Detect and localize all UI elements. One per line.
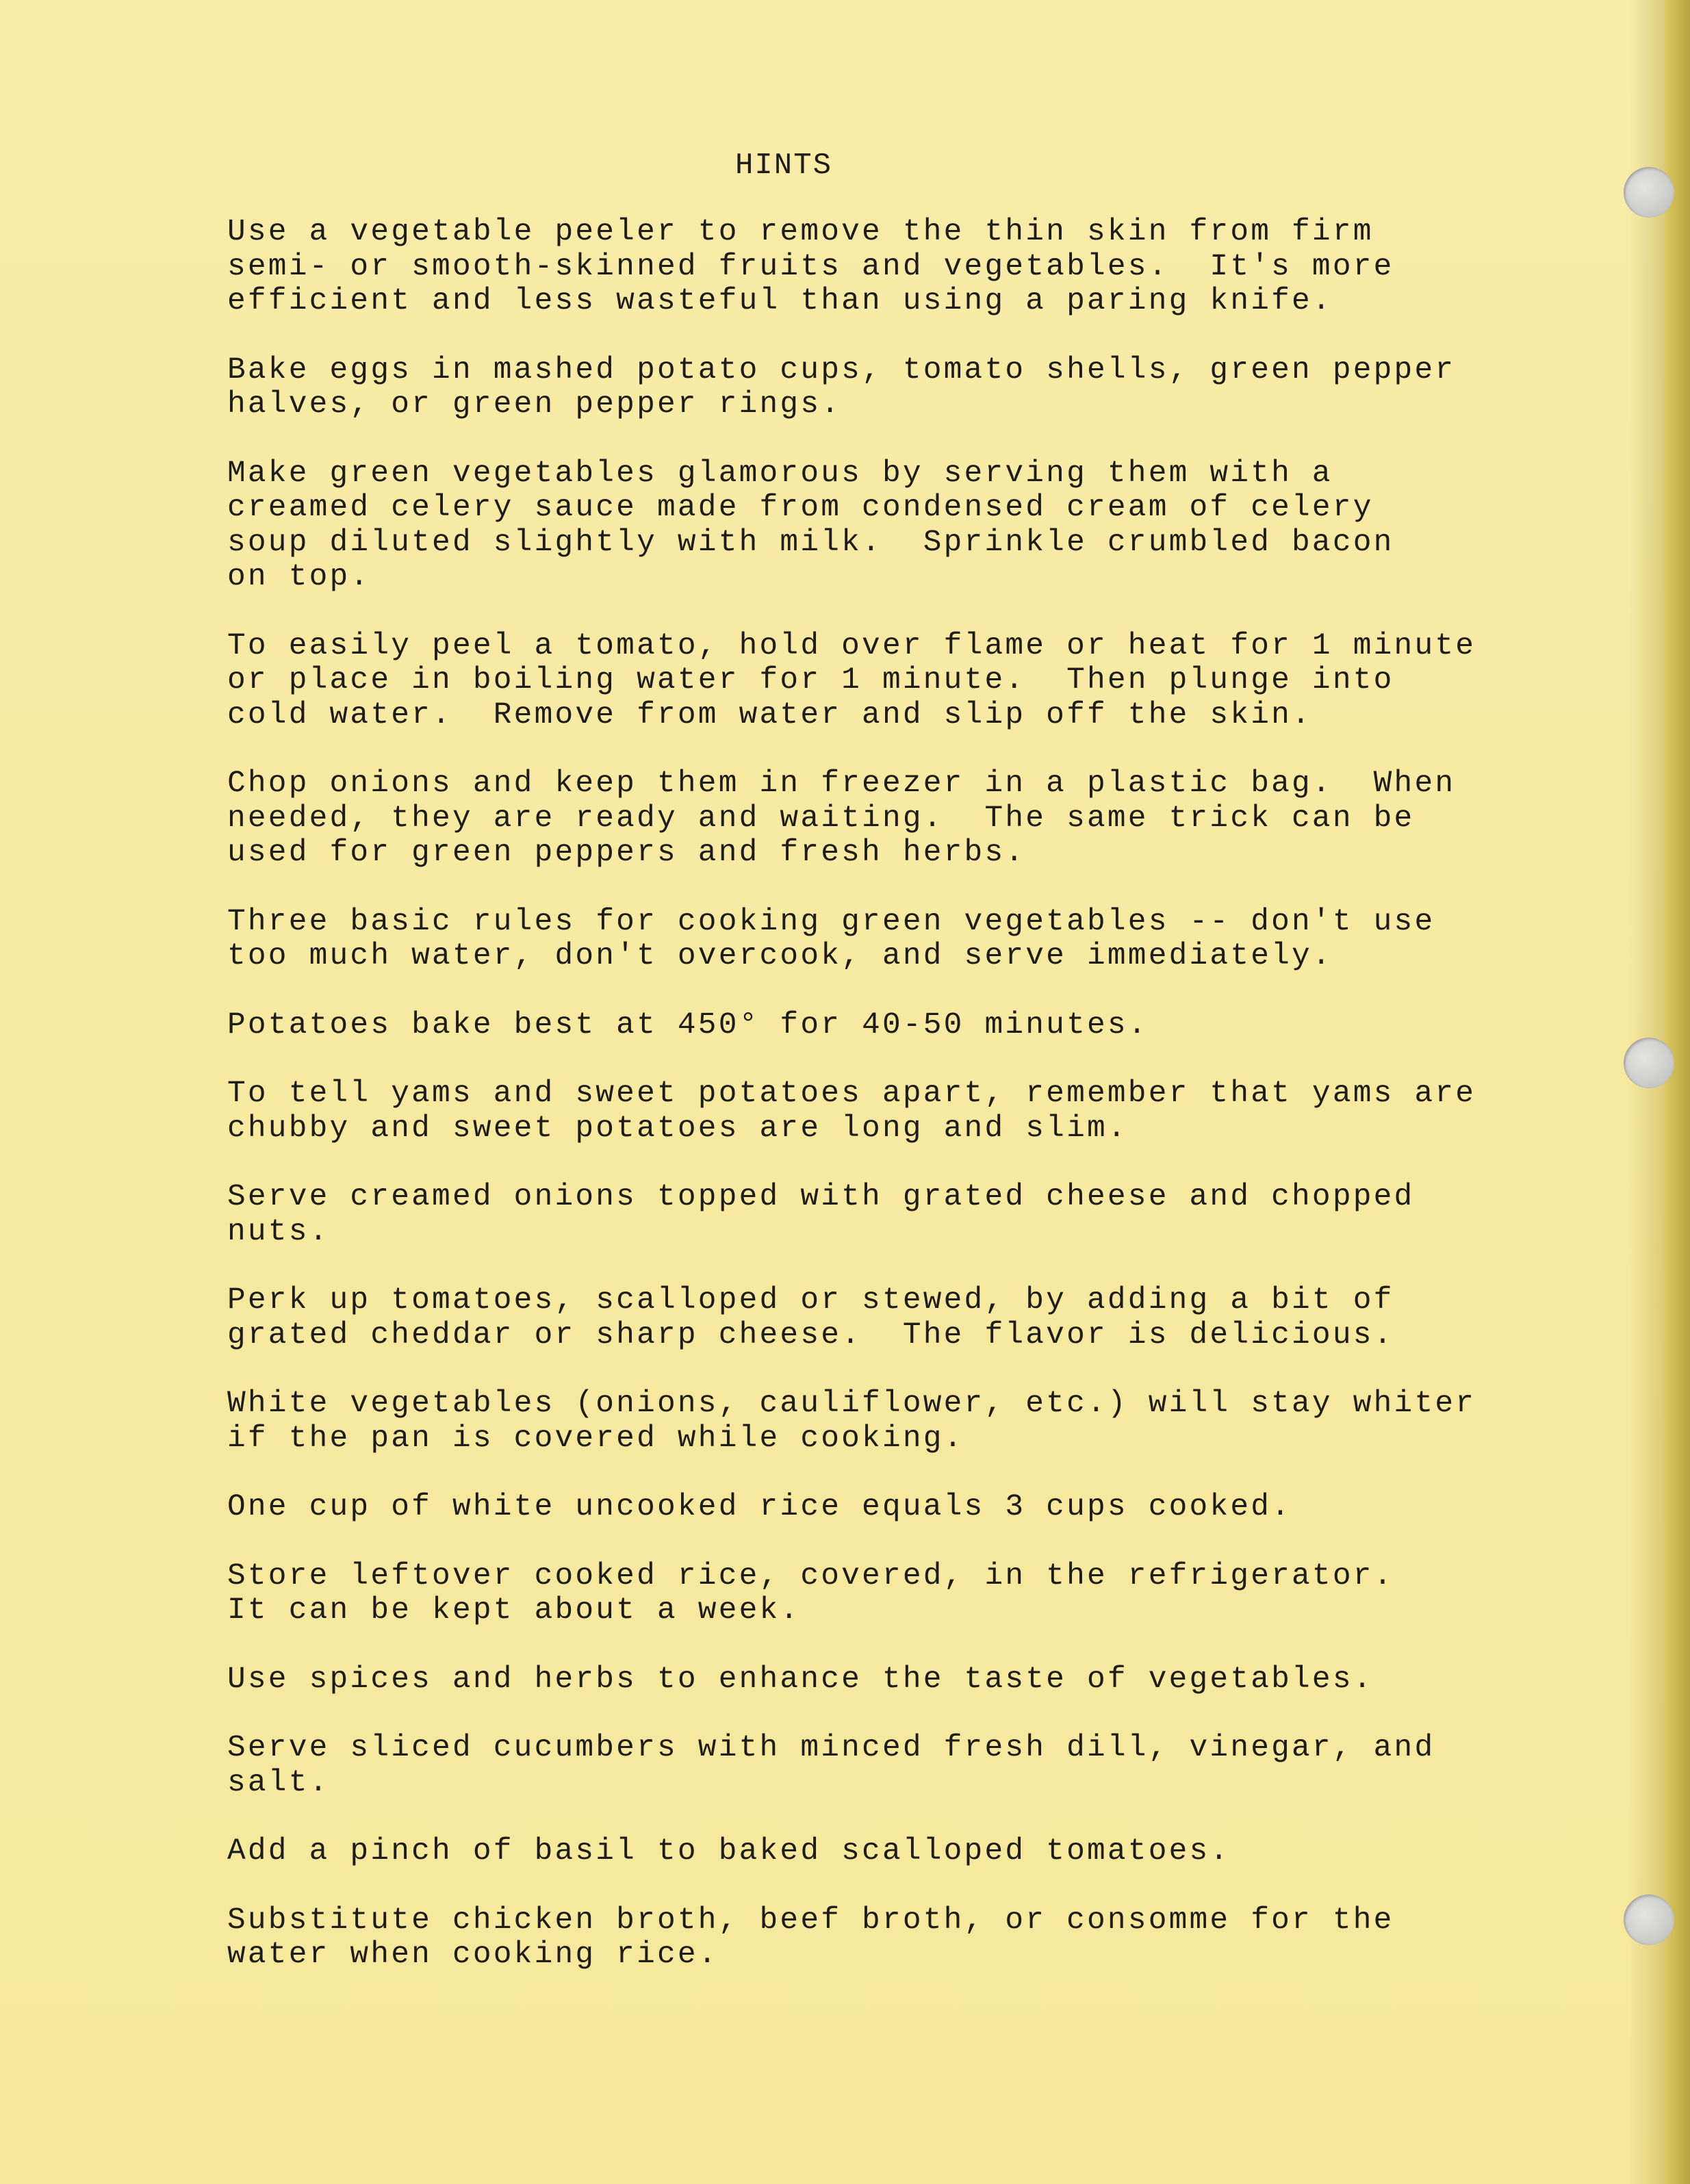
hint-store-rice: Store leftover cooked rice, covered, in the refrigerator. It can be kept about a week. — [227, 1558, 1394, 1628]
hint-freeze-onions: Chop onions and keep them in freezer in a plastic bag. When needed, they are ready and waiting. The same trick can be used for green peppers and fresh herbs. — [227, 767, 1456, 870]
hint-vegetable-peeler: Use a vegetable peeler to remove the thin skin from firm semi- or smooth-skinned fruits and vegetables. It's more efficient and less wasteful than using a paring knife. — [227, 215, 1394, 318]
hint-cucumbers: Serve sliced cucumbers with minced fresh dill, vinegar, and salt. — [227, 1731, 1435, 1800]
page-edge — [1665, 0, 1690, 2184]
hint-peel-tomato: To easily peel a tomato, hold over flame or heat for 1 minute or place in boiling water for 1 minute. Then plunge into cold water. Remove from water and slip off the skin. — [227, 628, 1476, 732]
hint-creamed-onions: Serve creamed onions topped with grated cheese and chopped nuts. — [227, 1180, 1415, 1249]
hints-list — [227, 215, 1610, 2007]
hint-spices-herbs: Use spices and herbs to enhance the taste of vegetables. — [227, 1662, 1374, 1697]
binder-hole-bottom — [1624, 1894, 1674, 1945]
hint-perk-up-tomatoes: Perk up tomatoes, scalloped or stewed, by adding a bit of grated cheddar or sharp cheese. The flavor is delicious. — [227, 1283, 1394, 1352]
hint-basil-tomatoes: Add a pinch of basil to baked scalloped tomatoes. — [227, 1834, 1231, 1868]
hint-bake-potatoes: Potatoes bake best at 450° for 40-50 minutes. — [227, 1007, 1149, 1042]
hint-celery-sauce: Make green vegetables glamorous by serving them with a creamed celery sauce made from condensed cream of celery soup diluted slightly with milk. Sprinkle crumbled bacon on top. — [227, 456, 1394, 594]
binder-hole-middle — [1624, 1038, 1674, 1088]
page-title: HINTS — [735, 149, 833, 183]
hint-rice-equivalent: One cup of white uncooked rice equals 3 cups cooked. — [227, 1490, 1292, 1524]
hint-broth-rice: Substitute chicken broth, beef broth, or consomme for the water when cooking rice. — [227, 1903, 1394, 1972]
binder-hole-top — [1624, 167, 1674, 218]
hint-yams-vs-sweet-potatoes: To tell yams and sweet potatoes apart, remember that yams are chubby and sweet potatoes are long and slim. — [227, 1077, 1476, 1146]
hint-bake-eggs: Bake eggs in mashed potato cups, tomato shells, green pepper halves, or green pepper rings. — [227, 352, 1456, 422]
hint-white-vegetables: White vegetables (onions, cauliflower, etc.) will stay whiter if the pan is covered while cooking. — [227, 1387, 1476, 1456]
hint-green-vegetable-rules: Three basic rules for cooking green vegetables -- don't use too much water, don't overcook, and serve immediately. — [227, 904, 1435, 973]
